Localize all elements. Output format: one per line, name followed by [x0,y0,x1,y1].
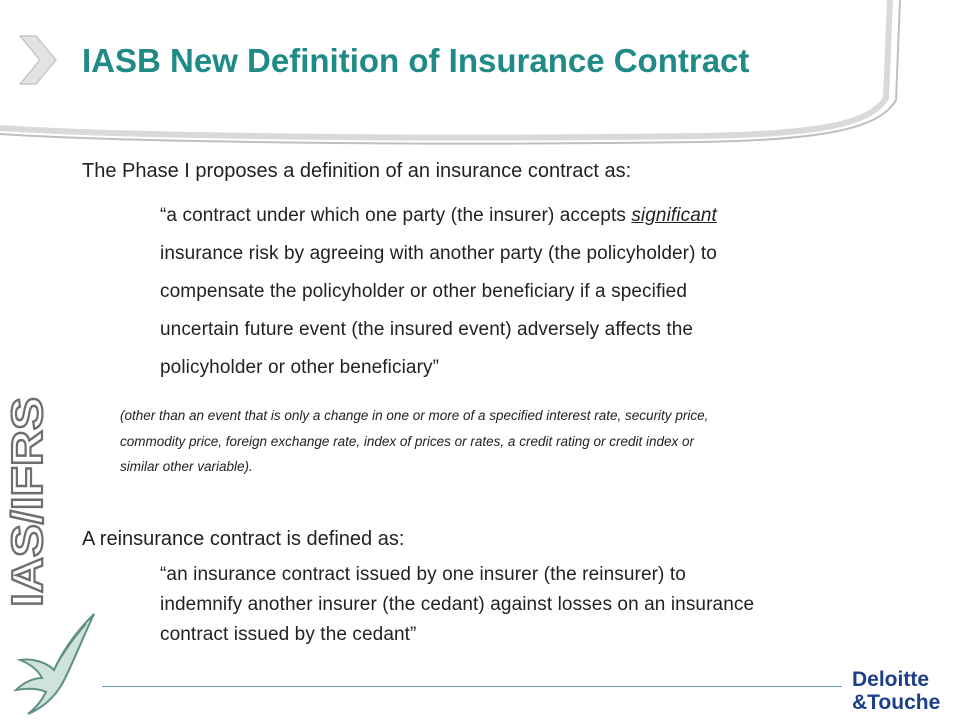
note-line-1: (other than an event that is only a change in one or more of a specified interest rate, security price, [120,408,709,423]
emphasis-significant: significant [631,205,717,226]
intro-text: The Phase I proposes a definition of an insurance contract as: [82,160,632,182]
definition-quote-line-1 [160,205,717,227]
footer-divider [102,686,842,687]
reinsurance-heading: A reinsurance contract is defined as: [82,528,405,550]
definition-quote-line-5: policyholder or other beneficiary” [160,357,440,378]
reinsurance-quote-line-2: indemnify another insurer (the cedant) against losses on an insurance [160,594,755,615]
brand-line-2: &Touche [852,691,941,714]
reinsurance-quote-line-3: contract issued by the cedant” [160,624,417,645]
deloitte-touche-logo [852,668,956,714]
side-logo-text: IAS/IFRS [3,421,52,607]
definition-quote-line-1-text: “a contract under which one party (the insurer) accepts [160,205,632,226]
definition-quote-line-2: insurance risk by agreeing with another party (the policyholder) to [160,243,717,264]
bird-icon [6,612,102,716]
definition-quote-line-4: uncertain future event (the insured event) adversely affects the [160,319,694,340]
ias-ifrs-logo [3,395,52,610]
note-line-2: commodity price, foreign exchange rate, index of prices or rates, a credit rating or credit index or [120,434,695,449]
chevron-right-icon [14,32,62,88]
slide-title: IASB New Definition of Insurance Contract [82,42,750,79]
note-line-3: similar other variable). [120,459,253,474]
brand-line-1: Deloitte [852,668,930,691]
reinsurance-quote-line-1: “an insurance contract issued by one insurer (the reinsurer) to [160,564,686,585]
definition-quote-line-3: compensate the policyholder or other beneficiary if a specified [160,281,687,302]
